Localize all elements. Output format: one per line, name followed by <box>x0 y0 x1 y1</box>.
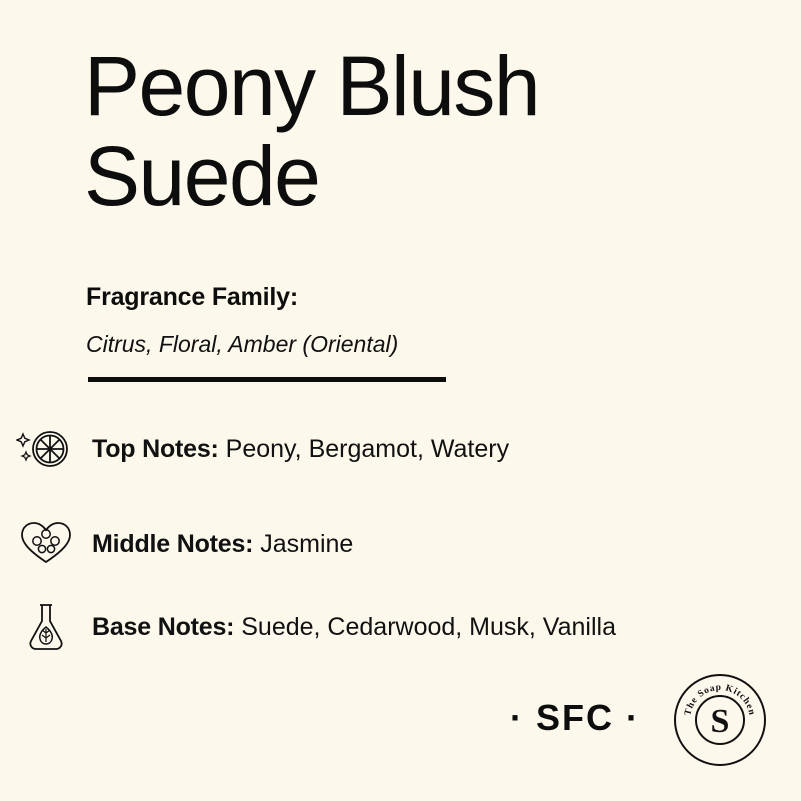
base-notes-label: Base Notes: <box>92 612 235 641</box>
middle-notes-row <box>10 512 790 576</box>
soap-kitchen-logo <box>672 672 768 768</box>
top-notes-text <box>92 435 509 464</box>
divider <box>88 377 446 382</box>
base-notes-row <box>10 595 790 659</box>
svg-text:The Soap Kitchen: The Soap Kitchen <box>683 682 757 717</box>
middle-notes-text <box>92 530 353 559</box>
fragrance-family-label: Fragrance Family: <box>86 283 298 311</box>
middle-notes-value: Jasmine <box>260 529 354 558</box>
top-notes-label: Top Notes: <box>92 434 219 463</box>
top-notes-row <box>10 417 790 481</box>
heart-flower-icon <box>14 512 78 576</box>
svg-text:S: S <box>710 703 730 740</box>
middle-notes-label: Middle Notes: <box>92 529 254 558</box>
citrus-slice-icon <box>14 417 78 481</box>
brand-mark: · SFC · <box>510 697 640 738</box>
base-notes-text <box>92 613 616 642</box>
fragrance-family-value: Citrus, Floral, Amber (Oriental) <box>86 331 399 357</box>
page-title: Peony Blush Suede <box>84 39 540 223</box>
top-notes-value: Peony, Bergamot, Watery <box>225 434 510 463</box>
base-notes-value: Suede, Cedarwood, Musk, Vanilla <box>241 612 616 641</box>
flask-icon <box>14 595 78 659</box>
